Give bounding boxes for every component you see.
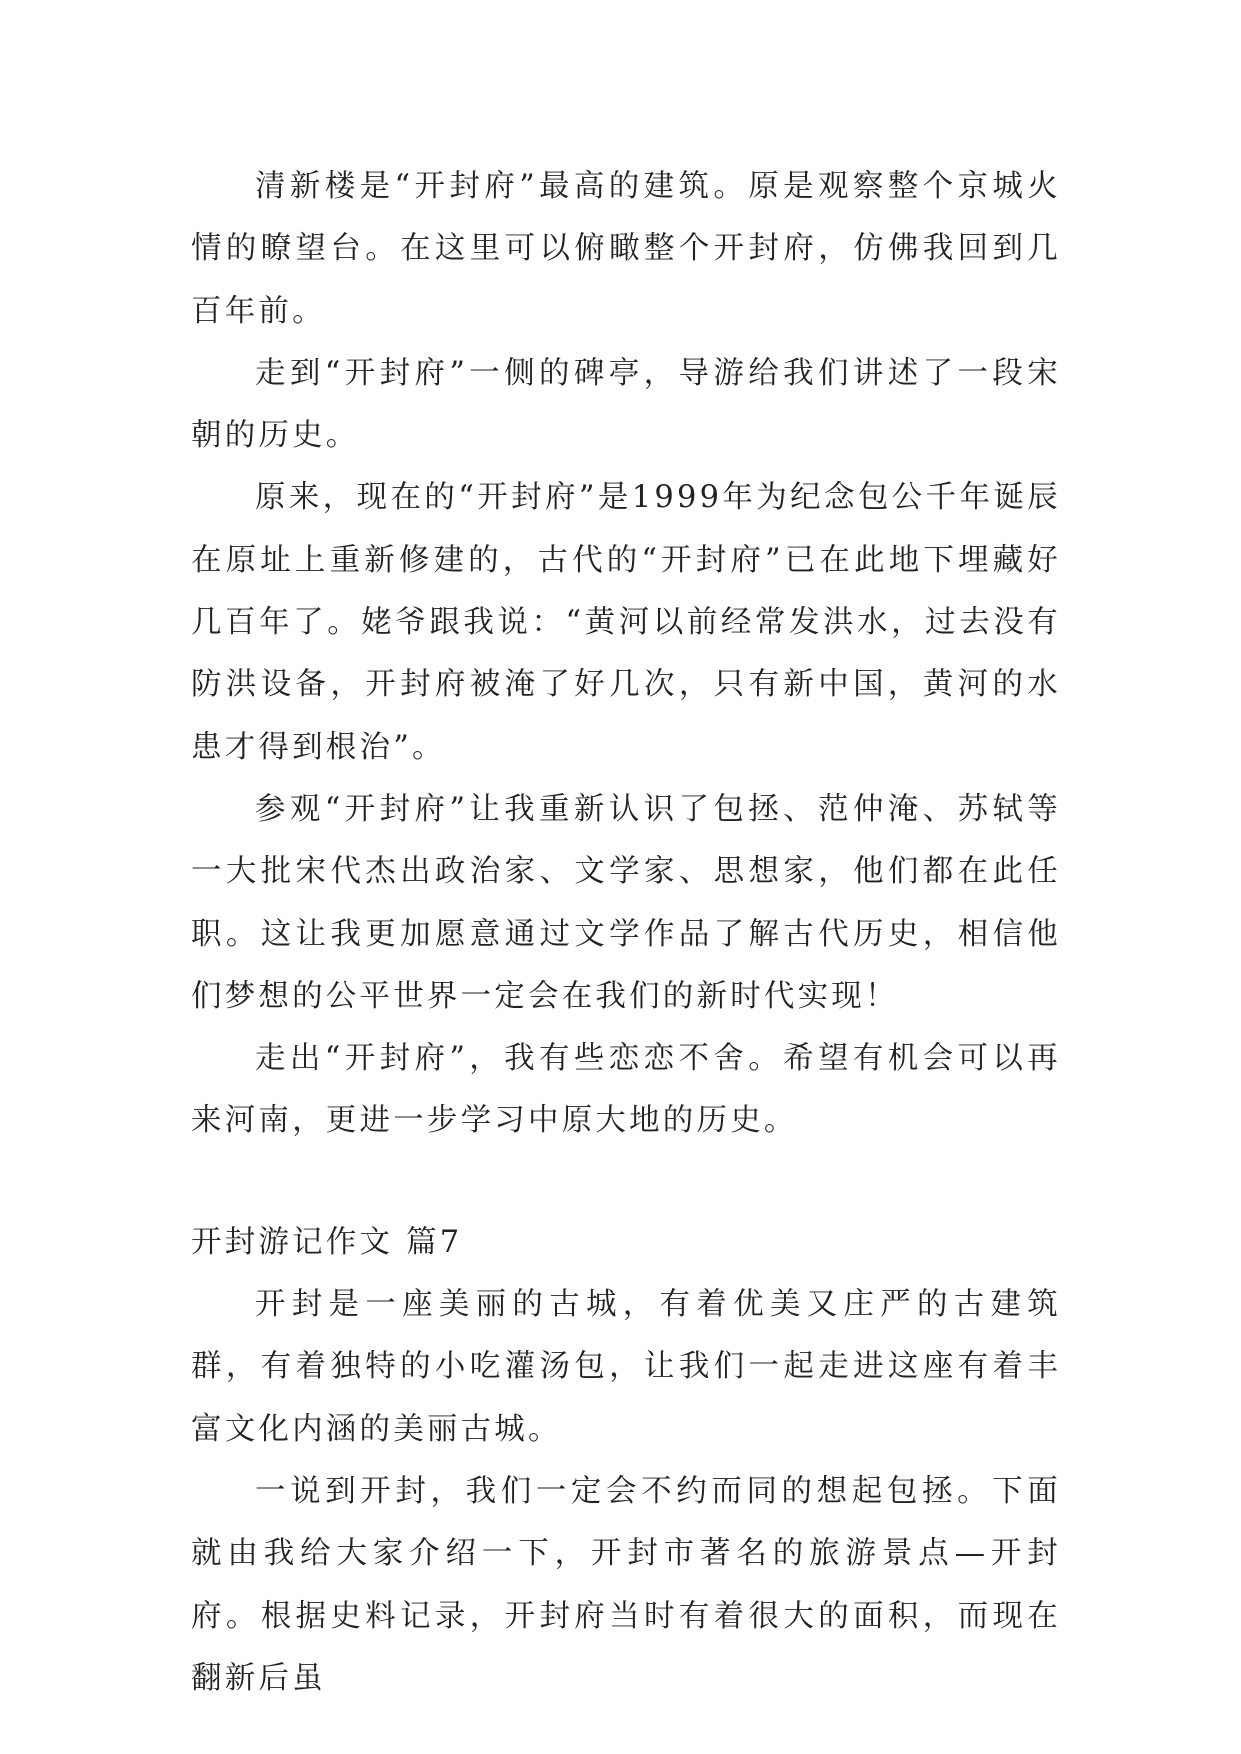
paragraph-visit-reflection: 参观“开封府”让我重新认识了包拯、范仲淹、苏轼等一大批宋代杰出政治家、文学家、思想家，他们都在此任职。这让我更加愿意通过文学作品了解古代历史，相信他们梦想的公平世界一定会在我们的新时代实现！	[191, 791, 1061, 1014]
paragraph-kaifeng-fu: 一说到开封，我们一定会不约而同的想起包拯。下面就由我给大家介绍一下，开封市著名的旅游景点—开封府。根据史料记录，开封府当时有着很大的面积，而现在翻新后虽	[191, 1473, 1061, 1696]
paragraph-farewell: 走出“开封府”，我有些恋恋不舍。希望有机会可以再来河南，更进一步学习中原大地的历史。	[191, 1041, 1061, 1139]
paragraph-history-rebuild: 原来，现在的“开封府”是1999年为纪念包公千年诞辰在原址上重新修建的，古代的“开封府”已在此地下埋藏好几百年了。姥爷跟我说：“黄河以前经常发洪水，过去没有防洪设备，开封府被淹了好几次，只有新中国，黄河的水患才得到根治”。	[191, 480, 1061, 765]
section-heading: 开封游记作文 篇7	[191, 1224, 463, 1260]
paragraph-qingxin-tower: 清新楼是“开封府”最高的建筑。原是观察整个京城火情的瞭望台。在这里可以俯瞰整个开封府，仿佛我回到几百年前。	[191, 169, 1061, 329]
paragraph-stele-pavilion: 走到“开封府”一侧的碑亭，导游给我们讲述了一段宋朝的历史。	[191, 355, 1061, 454]
paragraph-kaifeng-intro: 开封是一座美丽的古城，有着优美又庄严的古建筑群，有着独特的小吃灌汤包，让我们一起走进这座有着丰富文化内涵的美丽古城。	[191, 1287, 1061, 1447]
document-body	[191, 156, 1061, 1710]
